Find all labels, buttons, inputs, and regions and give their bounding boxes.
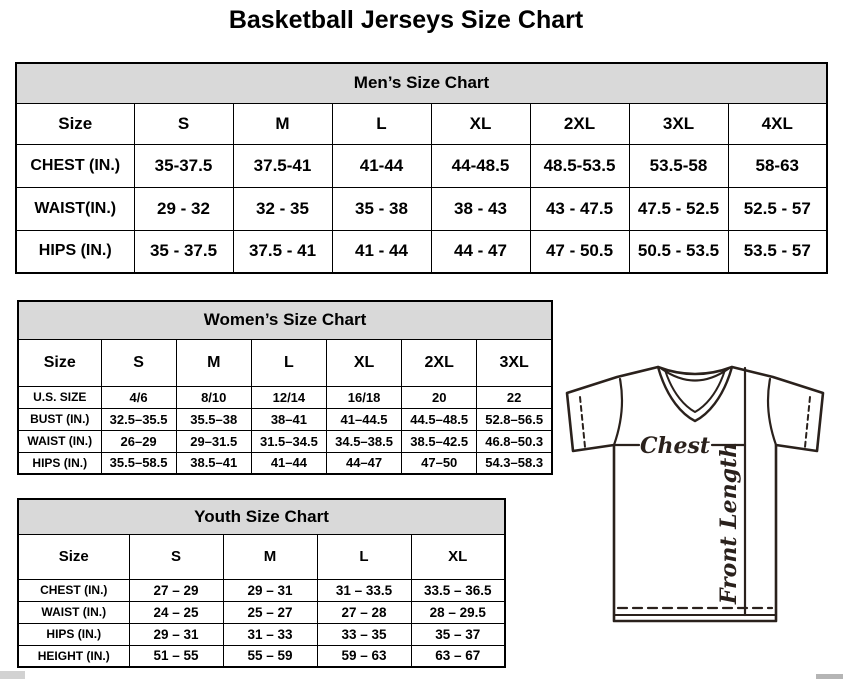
table-cell: 8/10 [176,386,251,408]
row-label: HIPS (IN.) [18,623,129,645]
table-cell: 4/6 [101,386,176,408]
column-header: M [233,103,332,144]
table-row [18,430,552,452]
page-title: Basketball Jerseys Size Chart [228,6,584,34]
table-cell: 37.5 - 41 [233,230,332,273]
column-header: L [251,339,326,386]
table-cell: 12/14 [251,386,326,408]
womens-chart-header: Women’s Size Chart [18,301,552,339]
column-header: 3XL [629,103,728,144]
column-header: XL [326,339,401,386]
table-cell: 59 – 63 [317,645,411,667]
table-cell: 35.5–58.5 [101,452,176,474]
table-cell: 27 – 28 [317,601,411,623]
column-header: Size [18,339,101,386]
table-cell: 31.5–34.5 [251,430,326,452]
table-cell: 27 – 29 [129,579,223,601]
table-row [16,230,827,273]
table-row [16,144,827,187]
table-cell: 33 – 35 [317,623,411,645]
row-label: WAIST (IN.) [18,430,101,452]
youth-size-chart-table [17,498,506,668]
table-cell: 28 – 29.5 [411,601,505,623]
table-cell: 47.5 - 52.5 [629,187,728,230]
table-cell: 31 – 33.5 [317,579,411,601]
table-cell: 46.8–50.3 [477,430,552,452]
table-cell: 29–31.5 [176,430,251,452]
table-cell: 44-48.5 [431,144,530,187]
row-label: HIPS (IN.) [18,452,101,474]
table-cell: 54.3–58.3 [477,452,552,474]
table-cell: 35 - 37.5 [134,230,233,273]
column-header: S [101,339,176,386]
table-cell: 58-63 [728,144,827,187]
table-cell: 63 – 67 [411,645,505,667]
row-label: CHEST (IN.) [16,144,134,187]
table-cell: 32.5–35.5 [101,408,176,430]
table-cell: 20 [402,386,477,408]
table-cell: 25 – 27 [223,601,317,623]
table-cell: 41–44.5 [326,408,401,430]
table-cell: 34.5–38.5 [326,430,401,452]
column-header: 2XL [530,103,629,144]
womens-size-chart-table [17,300,553,475]
table-cell: 53.5-58 [629,144,728,187]
table-cell: 22 [477,386,552,408]
column-header: Size [18,534,129,579]
table-cell: 41-44 [332,144,431,187]
column-header: S [134,103,233,144]
table-cell: 44–47 [326,452,401,474]
row-label: U.S. SIZE [18,386,101,408]
table-cell: 35 - 38 [332,187,431,230]
table-cell: 33.5 – 36.5 [411,579,505,601]
column-header: XL [411,534,505,579]
column-header: L [332,103,431,144]
table-cell: 38.5–41 [176,452,251,474]
column-header: M [223,534,317,579]
table-cell: 53.5 - 57 [728,230,827,273]
table-cell: 52.5 - 57 [728,187,827,230]
chest-measure-label: Chest [639,433,711,459]
table-cell: 43 - 47.5 [530,187,629,230]
jersey-measurement-diagram [555,355,839,627]
table-cell: 38–41 [251,408,326,430]
column-header: S [129,534,223,579]
row-label: WAIST(IN.) [16,187,134,230]
table-cell: 52.8–56.5 [477,408,552,430]
front-length-measure-label: Front Length [716,441,742,605]
row-label: HEIGHT (IN.) [18,645,129,667]
table-cell: 44 - 47 [431,230,530,273]
table-cell: 35 – 37 [411,623,505,645]
horizontal-scrollbar-fragment-left[interactable] [0,671,25,679]
column-header: XL [431,103,530,144]
mens-chart-header: Men’s Size Chart [16,63,827,103]
table-cell: 29 - 32 [134,187,233,230]
row-label: BUST (IN.) [18,408,101,430]
table-row [18,452,552,474]
column-header: L [317,534,411,579]
table-cell: 24 – 25 [129,601,223,623]
table-row [18,386,552,408]
column-header: 4XL [728,103,827,144]
table-cell: 48.5-53.5 [530,144,629,187]
table-row [18,601,505,623]
table-row [18,408,552,430]
table-cell: 32 - 35 [233,187,332,230]
horizontal-scrollbar-fragment-right[interactable] [816,674,843,679]
table-row [18,645,505,667]
table-cell: 41–44 [251,452,326,474]
table-row [18,579,505,601]
table-cell: 29 – 31 [129,623,223,645]
table-cell: 50.5 - 53.5 [629,230,728,273]
table-cell: 31 – 33 [223,623,317,645]
mens-size-chart-table [15,62,828,274]
row-label: CHEST (IN.) [18,579,129,601]
youth-chart-header: Youth Size Chart [18,499,505,534]
jersey-diagram-icon [555,355,839,627]
table-cell: 37.5-41 [233,144,332,187]
table-cell: 26–29 [101,430,176,452]
table-cell: 47 - 50.5 [530,230,629,273]
table-cell: 35-37.5 [134,144,233,187]
table-cell: 47–50 [402,452,477,474]
table-row [16,187,827,230]
column-header: 3XL [477,339,552,386]
table-cell: 38.5–42.5 [402,430,477,452]
row-label: WAIST (IN.) [18,601,129,623]
column-header: Size [16,103,134,144]
column-header: M [176,339,251,386]
table-cell: 35.5–38 [176,408,251,430]
row-label: HIPS (IN.) [16,230,134,273]
table-cell: 29 – 31 [223,579,317,601]
table-cell: 16/18 [326,386,401,408]
table-cell: 51 – 55 [129,645,223,667]
column-header: 2XL [402,339,477,386]
table-cell: 38 - 43 [431,187,530,230]
table-cell: 41 - 44 [332,230,431,273]
table-cell: 55 – 59 [223,645,317,667]
table-cell: 44.5–48.5 [402,408,477,430]
table-row [18,623,505,645]
